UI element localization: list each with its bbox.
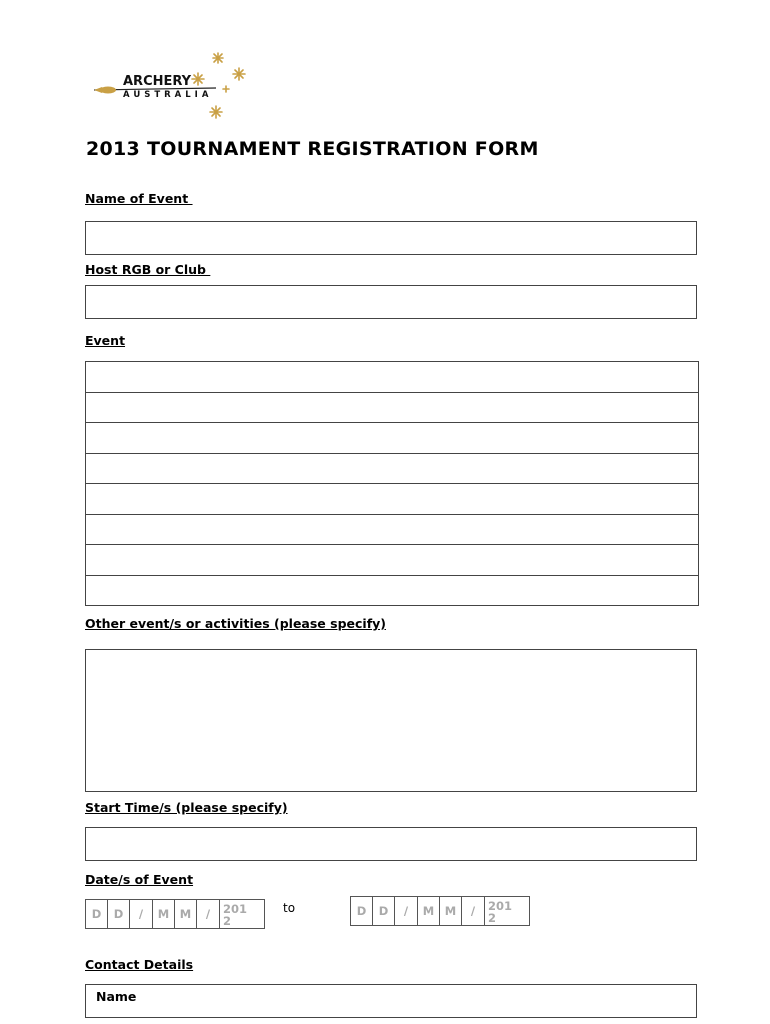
date-range-connector: to (283, 901, 296, 915)
event-cell[interactable] (86, 514, 699, 545)
host-club-label: Host RGB or Club (85, 262, 211, 277)
start-times-input[interactable] (85, 827, 697, 861)
event-row (86, 362, 699, 393)
end-month-digit-1[interactable]: M (418, 897, 440, 926)
other-events-label: Other event/s or activities (please specify) (85, 616, 386, 631)
start-month-digit-1[interactable]: M (153, 900, 175, 929)
end-day-digit-1[interactable]: D (351, 897, 373, 926)
start-day-digit-2[interactable]: D (108, 900, 130, 929)
event-cell[interactable] (86, 545, 699, 576)
end-date-separator: / (462, 897, 485, 926)
start-day-digit-1[interactable]: D (86, 900, 108, 929)
event-cell[interactable] (86, 575, 699, 606)
archery-australia-logo (92, 48, 252, 122)
start-year[interactable] (220, 900, 265, 929)
event-row (86, 514, 699, 545)
contact-name-input[interactable] (85, 984, 697, 1018)
contact-details-label: Contact Details (85, 957, 194, 972)
event-cell[interactable] (86, 484, 699, 515)
start-month-digit-2[interactable]: M (175, 900, 197, 929)
contact-name-label: Name (96, 989, 137, 1004)
form-title: 2013 TOURNAMENT REGISTRATION FORM (86, 138, 539, 160)
other-events-textarea[interactable] (85, 649, 697, 792)
event-cell[interactable] (86, 453, 699, 484)
event-cell[interactable] (86, 423, 699, 454)
start-times-label: Start Time/s (please specify) (85, 800, 288, 815)
start-date-input[interactable] (85, 899, 265, 929)
logo-text-australia: AUSTRALIA (123, 90, 213, 100)
name-of-event-label: Name of Event (85, 191, 193, 206)
end-month-digit-2[interactable]: M (440, 897, 462, 926)
logo-text-archery: ARCHERY (123, 74, 192, 89)
start-date-separator: / (197, 900, 220, 929)
event-row (86, 392, 699, 423)
end-year-text: 201 2 (488, 899, 513, 925)
event-row (86, 545, 699, 576)
end-day-digit-2[interactable]: D (373, 897, 395, 926)
event-row (86, 453, 699, 484)
start-year-text: 201 2 (223, 902, 248, 928)
start-date-separator: / (130, 900, 153, 929)
event-label: Event (85, 333, 126, 348)
event-row (86, 484, 699, 515)
event-table (85, 361, 699, 606)
dates-label: Date/s of Event (85, 872, 194, 887)
event-row (86, 575, 699, 606)
event-cell[interactable] (86, 392, 699, 423)
event-row (86, 423, 699, 454)
event-cell[interactable] (86, 362, 699, 393)
end-year[interactable] (485, 897, 530, 926)
name-of-event-input[interactable] (85, 221, 697, 255)
host-club-input[interactable] (85, 285, 697, 319)
end-date-input[interactable] (350, 896, 530, 926)
end-date-separator: / (395, 897, 418, 926)
